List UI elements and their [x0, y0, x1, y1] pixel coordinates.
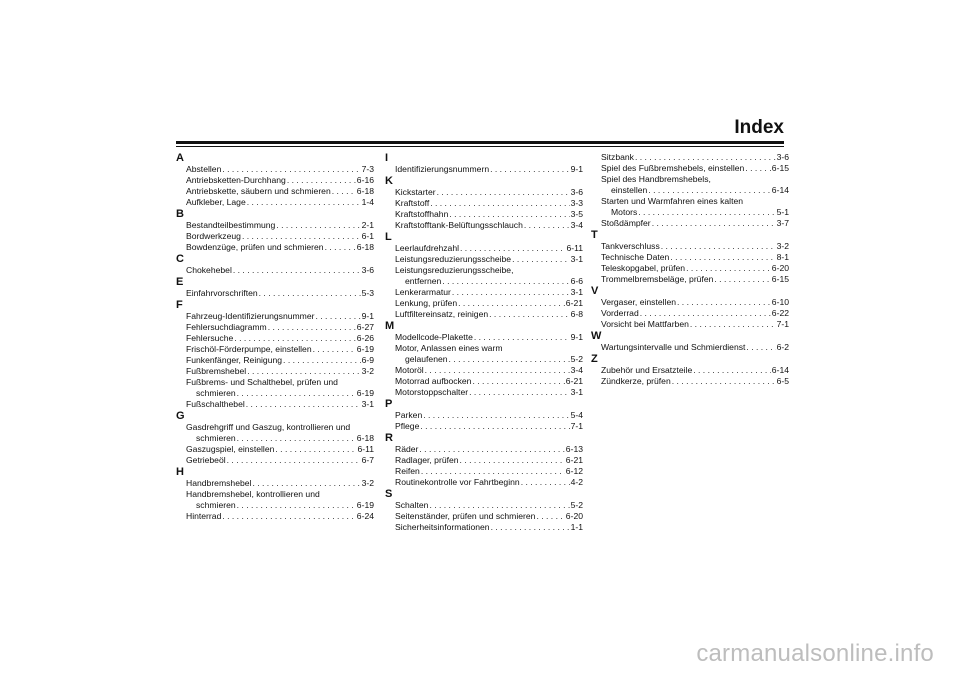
- index-entry-text: Kraftstofftank-Belüftungsschlauch: [395, 220, 523, 230]
- index-entry: [385, 343, 583, 365]
- index-page-ref: 6-21: [565, 455, 583, 465]
- index-entry-text: Frischöl-Förderpumpe, einstellen: [186, 344, 312, 354]
- index-column-3: [591, 152, 789, 387]
- index-page-ref: 3-2: [361, 366, 374, 376]
- dot-leader: [745, 163, 770, 174]
- index-letter-heading: V: [591, 285, 599, 297]
- index-entry: [591, 252, 789, 263]
- index-page-ref: 6-8: [570, 309, 583, 319]
- index-entry-text: Vergaser, einstellen: [601, 297, 677, 307]
- dot-leader: [259, 288, 361, 299]
- dot-leader: [252, 478, 360, 489]
- index-page-ref: 6-15: [771, 274, 789, 284]
- index-page-ref: 6-11: [357, 444, 374, 454]
- index-entry-text: Handbremshebel, kontrollieren und: [186, 489, 320, 499]
- index-entry: [591, 196, 789, 218]
- index-entry: [385, 410, 583, 421]
- index-page-ref: 5-4: [570, 410, 583, 420]
- dot-leader: [714, 274, 770, 285]
- dot-leader: [474, 332, 570, 343]
- index-entry-text: Getriebeöl: [186, 455, 226, 465]
- index-entry-text: Identifizierungsnummern: [395, 164, 490, 174]
- index-entry: [176, 242, 374, 253]
- index-entry: [385, 365, 583, 376]
- index-entry: [176, 220, 374, 231]
- index-entry-text: Hinterrad: [186, 511, 222, 521]
- index-entry-text: Trommelbremsbeläge, prüfen: [601, 274, 714, 284]
- index-page-ref: 3-1: [570, 387, 583, 397]
- index-entry: [176, 197, 374, 208]
- index-entry: [385, 309, 583, 320]
- dot-leader: [313, 344, 356, 355]
- index-entry-text: Lenkung, prüfen: [395, 298, 458, 308]
- index-page-ref: 7-1: [776, 319, 789, 329]
- dot-leader: [635, 152, 776, 163]
- dot-leader: [287, 175, 356, 186]
- index-entry: [176, 422, 374, 444]
- index-page-ref: 5-1: [776, 207, 789, 217]
- index-page-ref: 5-3: [361, 288, 374, 298]
- dot-leader: [316, 311, 361, 322]
- index-entry-text: Abstellen: [186, 164, 222, 174]
- dot-leader: [442, 276, 569, 287]
- index-page-ref: 8-1: [776, 252, 789, 262]
- index-page-ref: 3-2: [361, 478, 374, 488]
- dot-leader: [458, 298, 565, 309]
- index-entry-text: Einfahrvorschriften: [186, 288, 258, 298]
- index-entry: [385, 477, 583, 488]
- dot-leader: [430, 198, 569, 209]
- index-letter-heading: Z: [591, 353, 598, 365]
- index-entry-continuation: einstellen: [611, 185, 648, 195]
- index-page-ref: 3-4: [570, 220, 583, 230]
- dot-leader: [460, 455, 565, 466]
- dot-leader: [332, 186, 356, 197]
- index-page-ref: 3-4: [570, 365, 583, 375]
- index-entry: [385, 287, 583, 298]
- index-entry: [591, 308, 789, 319]
- index-entry: [176, 511, 374, 522]
- index-entry-text: Zubehör und Ersatzteile: [601, 365, 693, 375]
- index-page-ref: 5-2: [570, 354, 583, 364]
- dot-leader: [449, 209, 569, 220]
- index-page-ref: 2-1: [361, 220, 374, 230]
- dot-leader: [490, 164, 569, 175]
- dot-leader: [648, 185, 770, 196]
- dot-leader: [670, 252, 775, 263]
- index-page-ref: 9-1: [570, 332, 583, 342]
- dot-leader: [536, 511, 564, 522]
- index-entry-text: Vorderrad: [601, 308, 639, 318]
- index-letter-heading: A: [176, 152, 184, 164]
- dot-leader: [640, 308, 771, 319]
- index-entry-text: Motorstoppschalter: [395, 387, 469, 397]
- index-entry-text: Fehlersuche: [186, 333, 234, 343]
- index-entry: [385, 209, 583, 220]
- index-entry: [176, 399, 374, 410]
- dot-leader: [472, 376, 564, 387]
- dot-leader: [423, 410, 569, 421]
- dot-leader: [512, 254, 569, 265]
- index-entry-text: Starten und Warmfahren eines kalten: [601, 196, 744, 206]
- index-entry: [591, 274, 789, 285]
- index-entry-text: Gaszugspiel, einstellen: [186, 444, 275, 454]
- index-page-ref: 3-3: [570, 198, 583, 208]
- dot-leader: [686, 263, 771, 274]
- index-entry-text: Technische Daten: [601, 252, 670, 262]
- index-page-ref: 3-2: [776, 241, 789, 251]
- index-page-ref: 7-3: [361, 164, 374, 174]
- dot-leader: [672, 376, 776, 387]
- index-entry: [591, 174, 789, 196]
- dot-leader: [419, 444, 564, 455]
- index-entry-text: Teleskopgabel, prüfen: [601, 263, 686, 273]
- index-page-ref: 1-4: [361, 197, 374, 207]
- index-page-ref: 6-5: [776, 376, 789, 386]
- index-entry: [591, 218, 789, 229]
- index-letter-heading: K: [385, 175, 393, 187]
- index-entry-text: Pflege: [395, 421, 420, 431]
- index-page-ref: 6-11: [566, 243, 583, 253]
- index-entry-text: Antriebskette, säubern und schmieren: [186, 186, 331, 196]
- dot-leader: [449, 354, 570, 365]
- index-entry-text: Vorsicht bei Mattfarben: [601, 319, 689, 329]
- dot-leader: [268, 322, 356, 333]
- index-letter-heading: T: [591, 229, 598, 241]
- index-letter-heading: M: [385, 320, 395, 332]
- index-letter-heading: P: [385, 398, 393, 410]
- index-page-ref: 6-27: [356, 322, 374, 332]
- index-entry: [385, 220, 583, 231]
- index-page-ref: 9-1: [570, 164, 583, 174]
- index-entry-text: Schalten: [395, 500, 429, 510]
- index-entry: [176, 265, 374, 276]
- index-letter-heading: L: [385, 231, 392, 243]
- index-entry: [176, 333, 374, 344]
- index-entry-continuation: gelaufenen: [405, 354, 448, 364]
- index-entry: [176, 164, 374, 175]
- index-entry: [385, 466, 583, 477]
- dot-leader: [429, 500, 569, 511]
- dot-leader: [469, 387, 569, 398]
- index-page-ref: 6-18: [356, 433, 374, 443]
- index-entry: [591, 163, 789, 174]
- dot-leader: [489, 309, 569, 320]
- index-entry: [385, 522, 583, 533]
- dot-leader: [638, 207, 775, 218]
- dot-leader: [237, 500, 356, 511]
- dot-leader: [491, 522, 570, 533]
- index-letter-heading: R: [385, 432, 393, 444]
- index-page-ref: 3-5: [570, 209, 583, 219]
- index-entry-text: Routinekontrolle vor Fahrtbeginn: [395, 477, 520, 487]
- index-entry-text: Spiel des Handbremshebels,: [601, 174, 711, 184]
- dot-leader: [452, 287, 570, 298]
- index-entry: [385, 455, 583, 466]
- dot-leader: [661, 241, 776, 252]
- index-entry: [176, 377, 374, 399]
- dot-leader: [227, 455, 361, 466]
- dot-leader: [690, 319, 776, 330]
- index-entry: [176, 344, 374, 355]
- index-page-ref: 3-1: [570, 287, 583, 297]
- index-entry-continuation: schmieren: [196, 388, 236, 398]
- index-page-ref: 3-1: [570, 254, 583, 264]
- dot-leader: [237, 388, 356, 399]
- dot-leader: [460, 243, 565, 254]
- index-entry: [176, 455, 374, 466]
- dot-leader: [746, 342, 775, 353]
- index-entry: [176, 478, 374, 489]
- index-entry-text: Kraftstoffhahn: [395, 209, 449, 219]
- index-entry: [591, 297, 789, 308]
- index-page-ref: 6-13: [565, 444, 583, 454]
- index-page-ref: 6-12: [565, 466, 583, 476]
- dot-leader: [420, 421, 569, 432]
- index-entry: [176, 231, 374, 242]
- index-page-ref: 6-19: [356, 500, 374, 510]
- index-entry-text: Bestandteilbestimmung: [186, 220, 276, 230]
- index-letter-heading: H: [176, 466, 184, 478]
- dot-leader: [222, 164, 360, 175]
- title-rule-thick: [176, 141, 784, 144]
- index-page-ref: 6-19: [356, 388, 374, 398]
- index-page-ref: 5-2: [570, 500, 583, 510]
- index-page-ref: 3-6: [570, 187, 583, 197]
- index-page-ref: 3-6: [776, 152, 789, 162]
- index-page-ref: 1-1: [570, 522, 583, 532]
- index-entry-text: Seitenständer, prüfen und schmieren: [395, 511, 536, 521]
- index-entry-text: Spiel des Fußbremshebels, einstellen: [601, 163, 745, 173]
- index-entry-text: Zündkerze, prüfen: [601, 376, 671, 386]
- index-entry: [176, 175, 374, 186]
- index-page-ref: 4-2: [570, 477, 583, 487]
- index-entry-continuation: Motors: [611, 207, 638, 217]
- index-letter-heading: C: [176, 253, 184, 265]
- index-entry-text: Kraftstoff: [395, 198, 430, 208]
- dot-leader: [246, 399, 361, 410]
- index-entry: [176, 288, 374, 299]
- index-entry: [385, 376, 583, 387]
- index-page-ref: 6-15: [771, 163, 789, 173]
- index-page-ref: 3-1: [361, 399, 374, 409]
- dot-leader: [437, 187, 570, 198]
- index-entry-text: Fußbremshebel: [186, 366, 247, 376]
- page-title: Index: [734, 117, 784, 138]
- index-entry-text: Parken: [395, 410, 423, 420]
- dot-leader: [652, 218, 776, 229]
- index-entry-text: Räder: [395, 444, 419, 454]
- index-letter-heading: E: [176, 276, 184, 288]
- index-page-ref: 6-16: [356, 175, 374, 185]
- index-entry-text: Leerlaufdrehzahl: [395, 243, 460, 253]
- index-page-ref: 7-1: [570, 421, 583, 431]
- index-entry-text: Tankverschluss: [601, 241, 660, 251]
- dot-leader: [325, 242, 356, 253]
- index-entry: [176, 366, 374, 377]
- index-entry-text: Fußschalthebel: [186, 399, 245, 409]
- dot-leader: [275, 444, 356, 455]
- index-page-ref: 6-14: [771, 365, 789, 375]
- index-page-ref: 6-22: [771, 308, 789, 318]
- index-entry-text: Chokehebel: [186, 265, 232, 275]
- index-entry-text: Handbremshebel: [186, 478, 252, 488]
- index-entry-text: Radlager, prüfen: [395, 455, 459, 465]
- index-entry-text: Funkenfänger, Reinigung: [186, 355, 283, 365]
- index-entry-text: Leistungsreduzierungsscheibe,: [395, 265, 514, 275]
- dot-leader: [421, 466, 565, 477]
- index-entry: [385, 198, 583, 209]
- index-entry-text: Reifen: [395, 466, 420, 476]
- index-entry: [591, 376, 789, 387]
- dot-leader: [242, 231, 361, 242]
- index-letter-heading: W: [591, 330, 602, 342]
- index-entry: [385, 265, 583, 287]
- index-entry: [385, 187, 583, 198]
- watermark: carmanualsonline.info: [696, 640, 934, 667]
- index-entry: [385, 500, 583, 511]
- dot-leader: [524, 220, 570, 231]
- index-entry-text: Fahrzeug-Identifizierungsnummer: [186, 311, 315, 321]
- index-page-ref: 6-19: [356, 344, 374, 354]
- index-entry-text: Sicherheitsinformationen: [395, 522, 490, 532]
- index-entry-text: Luftfiltereinsatz, reinigen: [395, 309, 489, 319]
- index-entry-text: Motor, Anlassen eines warm: [395, 343, 503, 353]
- index-page-ref: 6-7: [361, 455, 374, 465]
- index-page-ref: 6-20: [565, 511, 583, 521]
- index-entry: [385, 332, 583, 343]
- dot-leader: [247, 197, 361, 208]
- index-page-ref: 6-18: [356, 186, 374, 196]
- dot-leader: [521, 477, 570, 488]
- index-entry: [591, 365, 789, 376]
- index-entry: [176, 444, 374, 455]
- index-entry: [385, 298, 583, 309]
- dot-leader: [693, 365, 771, 376]
- index-entry-continuation: entfernen: [405, 276, 442, 286]
- index-letter-heading: F: [176, 299, 183, 311]
- index-entry: [591, 319, 789, 330]
- index-page-ref: 6-21: [565, 298, 583, 308]
- index-entry-text: Lenkerarmatur: [395, 287, 451, 297]
- title-rule-thin: [176, 146, 784, 147]
- index-letter-heading: S: [385, 488, 393, 500]
- dot-leader: [234, 333, 356, 344]
- index-entry-text: Aufkleber, Lage: [186, 197, 246, 207]
- index-page-ref: 6-20: [771, 263, 789, 273]
- index-page-ref: 6-10: [771, 297, 789, 307]
- index-entry-text: Fußbrems- und Schalthebel, prüfen und: [186, 377, 338, 387]
- index-letter-heading: B: [176, 208, 184, 220]
- index-page-ref: 3-7: [776, 218, 789, 228]
- index-entry-text: Wartungsintervalle und Schmierdienst: [601, 342, 746, 352]
- index-entry-text: Bordwerkzeug: [186, 231, 241, 241]
- index-entry-text: Bowdenzüge, prüfen und schmieren: [186, 242, 324, 252]
- index-entry: [176, 322, 374, 333]
- index-entry-text: Gasdrehgriff und Gaszug, kontrollieren und: [186, 422, 351, 432]
- index-entry: [385, 243, 583, 254]
- index-entry: [591, 342, 789, 353]
- index-page-ref: 6-18: [356, 242, 374, 252]
- index-entry: [591, 152, 789, 163]
- index-entry-text: Sitzbank: [601, 152, 634, 162]
- index-entry: [385, 421, 583, 432]
- index-entry-text: Motorrad aufbocken: [395, 376, 472, 386]
- index-page-ref: 6-2: [776, 342, 789, 352]
- index-entry: [176, 489, 374, 511]
- index-page-ref: 6-14: [771, 185, 789, 195]
- index-page-ref: 6-1: [361, 231, 374, 241]
- index-entry: [385, 164, 583, 175]
- index-column-2: [385, 152, 583, 533]
- index-entry: [385, 254, 583, 265]
- index-entry-text: Fehlersuchdiagramm: [186, 322, 267, 332]
- index-entry: [591, 263, 789, 274]
- dot-leader: [283, 355, 361, 366]
- index-entry: [385, 444, 583, 455]
- index-page-ref: 6-26: [356, 333, 374, 343]
- index-entry-text: Leistungsreduzierungsscheibe: [395, 254, 512, 264]
- index-entry: [385, 387, 583, 398]
- dot-leader: [247, 366, 360, 377]
- index-page-ref: 3-6: [361, 265, 374, 275]
- index-entry: [591, 241, 789, 252]
- dot-leader: [276, 220, 360, 231]
- index-entry-text: Stoßdämpfer: [601, 218, 651, 228]
- dot-leader: [233, 265, 361, 276]
- index-entry-text: Kickstarter: [395, 187, 436, 197]
- dot-leader: [425, 365, 570, 376]
- index-entry: [385, 511, 583, 522]
- index-entry: [176, 355, 374, 366]
- index-page-ref: 6-21: [565, 376, 583, 386]
- index-page-ref: 6-9: [361, 355, 374, 365]
- index-entry-text: Modellcode-Plakette: [395, 332, 473, 342]
- index-page-ref: 6-24: [356, 511, 374, 521]
- index-entry-continuation: schmieren: [196, 433, 236, 443]
- index-entry-text: Antriebsketten-Durchhang: [186, 175, 286, 185]
- index-entry-text: Motoröl: [395, 365, 424, 375]
- dot-leader: [237, 433, 356, 444]
- index-entry: [176, 311, 374, 322]
- dot-leader: [677, 297, 771, 308]
- index-page-ref: 6-6: [570, 276, 583, 286]
- dot-leader: [222, 511, 355, 522]
- index-column-1: [176, 152, 374, 522]
- index-entry: [176, 186, 374, 197]
- index-letter-heading: G: [176, 410, 185, 422]
- index-page-ref: 9-1: [361, 311, 374, 321]
- index-letter-heading: I: [385, 152, 389, 164]
- index-entry-continuation: schmieren: [196, 500, 236, 510]
